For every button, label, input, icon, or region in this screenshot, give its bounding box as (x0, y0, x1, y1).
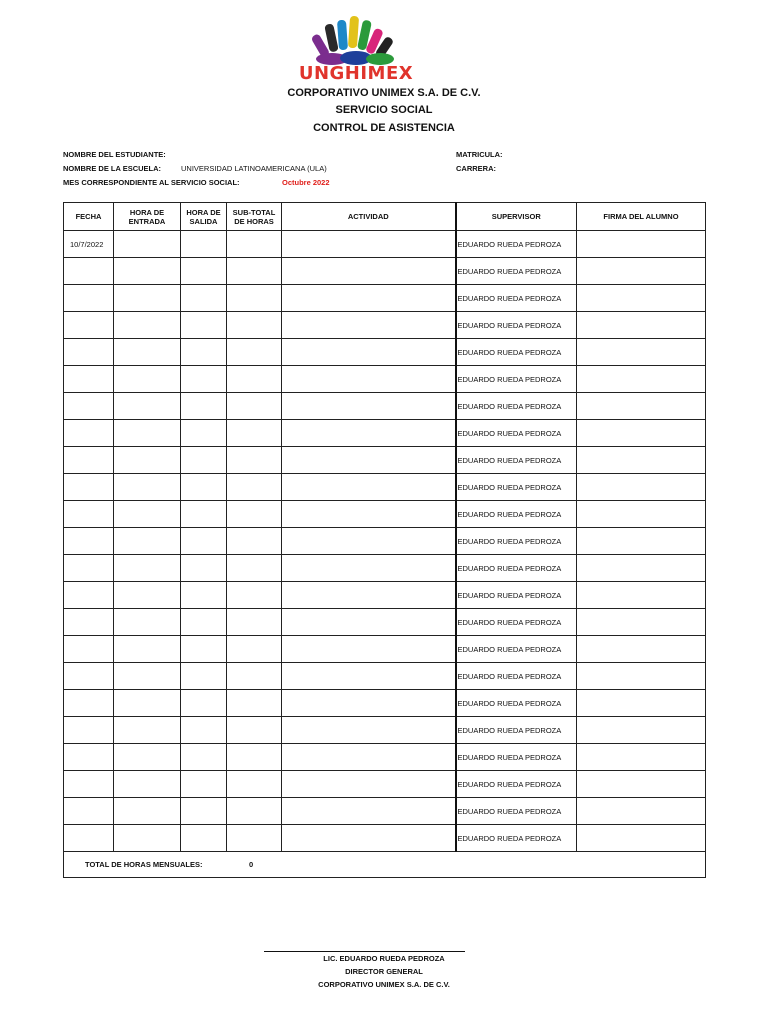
table-row (64, 636, 706, 663)
cell-supervisor[interactable]: EDUARDO RUEDA PEDROZA (456, 744, 577, 771)
cell-hora-salida[interactable] (181, 420, 227, 447)
cell-hora-entrada[interactable] (114, 690, 181, 717)
cell-subtotal[interactable] (227, 474, 282, 501)
cell-hora-entrada[interactable] (114, 717, 181, 744)
cell-subtotal[interactable] (227, 609, 282, 636)
cell-firma[interactable] (577, 339, 706, 366)
form-title: CONTROL DE ASISTENCIA (313, 122, 455, 134)
cell-hora-salida[interactable] (181, 636, 227, 663)
cell-actividad[interactable] (282, 555, 456, 582)
cell-fecha[interactable] (64, 393, 114, 420)
col-header-fecha (64, 203, 114, 231)
cell-subtotal[interactable] (227, 393, 282, 420)
cell-actividad[interactable] (282, 798, 456, 825)
cell-hora-entrada[interactable] (114, 447, 181, 474)
cell-hora-salida[interactable] (181, 609, 227, 636)
cell-fecha[interactable] (64, 447, 114, 474)
cell-firma[interactable] (577, 231, 706, 258)
cell-firma[interactable] (577, 393, 706, 420)
cell-hora-salida[interactable] (181, 339, 227, 366)
cell-subtotal[interactable] (227, 582, 282, 609)
table-row (64, 231, 706, 258)
cell-subtotal[interactable] (227, 501, 282, 528)
cell-firma[interactable] (577, 582, 706, 609)
cell-supervisor[interactable]: EDUARDO RUEDA PEDROZA (456, 366, 577, 393)
logo-wordmark: UNGHIMEX (298, 63, 414, 84)
signature-line (264, 951, 465, 952)
cell-actividad[interactable] (282, 690, 456, 717)
cell-subtotal[interactable] (227, 663, 282, 690)
cell-hora-salida[interactable] (181, 447, 227, 474)
cell-firma[interactable] (577, 258, 706, 285)
cell-actividad[interactable] (282, 393, 456, 420)
col-header-subtotal (227, 203, 282, 231)
total-cell (64, 852, 706, 878)
cell-subtotal[interactable] (227, 825, 282, 852)
cell-hora-salida[interactable] (181, 717, 227, 744)
cell-fecha[interactable] (64, 744, 114, 771)
cell-firma[interactable] (577, 447, 706, 474)
cell-actividad[interactable] (282, 258, 456, 285)
cell-fecha[interactable] (64, 798, 114, 825)
cell-firma[interactable] (577, 420, 706, 447)
program-title: SERVICIO SOCIAL (335, 104, 433, 116)
cell-supervisor[interactable]: EDUARDO RUEDA PEDROZA (456, 474, 577, 501)
cell-subtotal[interactable] (227, 285, 282, 312)
cell-actividad[interactable] (282, 231, 456, 258)
table-row (64, 366, 706, 393)
cell-supervisor[interactable]: EDUARDO RUEDA PEDROZA (456, 528, 577, 555)
cell-actividad[interactable] (282, 501, 456, 528)
cell-subtotal[interactable] (227, 447, 282, 474)
signer-company: CORPORATIVO UNIMEX S.A. DE C.V. (318, 980, 450, 989)
school-label: NOMBRE DE LA ESCUELA: (63, 164, 162, 173)
cell-hora-salida[interactable] (181, 258, 227, 285)
cell-supervisor[interactable]: EDUARDO RUEDA PEDROZA (456, 420, 577, 447)
cell-hora-salida[interactable] (181, 366, 227, 393)
cell-firma[interactable] (577, 366, 706, 393)
cell-supervisor[interactable]: EDUARDO RUEDA PEDROZA (456, 339, 577, 366)
table-row (64, 582, 706, 609)
cell-fecha[interactable]: 10/7/2022 (64, 231, 114, 258)
cell-firma[interactable] (577, 744, 706, 771)
cell-fecha[interactable] (64, 501, 114, 528)
table-row (64, 825, 706, 852)
table-row (64, 528, 706, 555)
cell-hora-entrada[interactable] (114, 582, 181, 609)
cell-hora-salida[interactable] (181, 690, 227, 717)
cell-firma[interactable] (577, 501, 706, 528)
cell-hora-entrada[interactable] (114, 393, 181, 420)
cell-subtotal[interactable] (227, 744, 282, 771)
cell-firma[interactable] (577, 663, 706, 690)
cell-firma[interactable] (577, 555, 706, 582)
cell-fecha[interactable] (64, 555, 114, 582)
school-value: UNIVERSIDAD LATINOAMERICANA (ULA) (181, 164, 327, 173)
cell-supervisor[interactable]: EDUARDO RUEDA PEDROZA (456, 231, 577, 258)
cell-firma[interactable] (577, 825, 706, 852)
cell-fecha[interactable] (64, 636, 114, 663)
cell-hora-entrada[interactable] (114, 609, 181, 636)
cell-fecha[interactable] (64, 690, 114, 717)
table-row (64, 312, 706, 339)
cell-subtotal[interactable] (227, 771, 282, 798)
col-header-fecha-text: FECHA (75, 212, 102, 221)
cell-subtotal[interactable] (227, 258, 282, 285)
cell-supervisor[interactable]: EDUARDO RUEDA PEDROZA (456, 285, 577, 312)
cell-actividad[interactable] (282, 582, 456, 609)
cell-fecha[interactable] (64, 366, 114, 393)
col-header-hora-entrada (114, 203, 181, 231)
cell-fecha[interactable] (64, 825, 114, 852)
cell-fecha[interactable] (64, 339, 114, 366)
student-label: NOMBRE DEL ESTUDIANTE: (63, 150, 166, 159)
cell-firma[interactable] (577, 798, 706, 825)
cell-hora-salida[interactable] (181, 663, 227, 690)
cell-supervisor[interactable]: EDUARDO RUEDA PEDROZA (456, 609, 577, 636)
col-header-supervisor (456, 203, 577, 231)
attendance-table (63, 202, 706, 878)
cell-hora-salida[interactable] (181, 285, 227, 312)
table-row (64, 744, 706, 771)
cell-subtotal[interactable] (227, 555, 282, 582)
col-header-firma-text: FIRMA DEL ALUMNO (603, 212, 679, 221)
cell-hora-salida[interactable] (181, 744, 227, 771)
cell-subtotal[interactable] (227, 798, 282, 825)
total-value: 0 (249, 860, 254, 869)
month-value (282, 178, 330, 187)
cell-subtotal[interactable] (227, 339, 282, 366)
cell-fecha[interactable] (64, 420, 114, 447)
cell-hora-entrada[interactable] (114, 474, 181, 501)
cell-actividad[interactable] (282, 744, 456, 771)
table-row (64, 717, 706, 744)
month-label: MES CORRESPONDIENTE AL SERVICIO SOCIAL: (63, 178, 240, 187)
cell-supervisor[interactable]: EDUARDO RUEDA PEDROZA (456, 501, 577, 528)
table-row (64, 663, 706, 690)
cell-firma[interactable] (577, 312, 706, 339)
carrera-label: CARRERA: (456, 164, 496, 173)
table-row (64, 285, 706, 312)
cell-actividad[interactable] (282, 636, 456, 663)
matricula-label: MATRICULA: (456, 150, 503, 159)
table-row (64, 258, 706, 285)
cell-subtotal[interactable] (227, 690, 282, 717)
col-header-supervisor-text: SUPERVISOR (491, 212, 541, 221)
cell-hora-salida[interactable] (181, 798, 227, 825)
cell-firma[interactable] (577, 285, 706, 312)
cell-fecha[interactable] (64, 312, 114, 339)
cell-fecha[interactable] (64, 528, 114, 555)
table-row (64, 609, 706, 636)
cell-firma[interactable] (577, 636, 706, 663)
cell-supervisor[interactable]: EDUARDO RUEDA PEDROZA (456, 258, 577, 285)
cell-subtotal[interactable] (227, 636, 282, 663)
cell-fecha[interactable] (64, 285, 114, 312)
cell-supervisor[interactable]: EDUARDO RUEDA PEDROZA (456, 717, 577, 744)
cell-subtotal[interactable] (227, 420, 282, 447)
cell-fecha[interactable] (64, 582, 114, 609)
col-header-subtotal-text: SUB-TOTAL DE HORAS (232, 207, 276, 226)
col-header-firma (577, 203, 706, 231)
cell-hora-salida[interactable] (181, 474, 227, 501)
cell-fecha[interactable] (64, 771, 114, 798)
total-row (64, 852, 706, 878)
table-row (64, 690, 706, 717)
cell-firma[interactable] (577, 717, 706, 744)
cell-actividad[interactable] (282, 366, 456, 393)
cell-fecha[interactable] (64, 258, 114, 285)
table-header-row (64, 203, 706, 231)
cell-hora-entrada[interactable] (114, 258, 181, 285)
table-row (64, 393, 706, 420)
table-row (64, 555, 706, 582)
cell-actividad[interactable] (282, 312, 456, 339)
cell-hora-entrada[interactable] (114, 501, 181, 528)
cell-firma[interactable] (577, 771, 706, 798)
cell-hora-salida[interactable] (181, 312, 227, 339)
cell-hora-salida[interactable] (181, 555, 227, 582)
table-row (64, 798, 706, 825)
cell-actividad[interactable] (282, 717, 456, 744)
month-value-text: Octubre 2022 (282, 178, 330, 187)
cell-hora-entrada[interactable] (114, 312, 181, 339)
cell-actividad[interactable] (282, 474, 456, 501)
cell-hora-entrada[interactable] (114, 825, 181, 852)
cell-supervisor[interactable]: EDUARDO RUEDA PEDROZA (456, 798, 577, 825)
cell-hora-salida[interactable] (181, 393, 227, 420)
cell-hora-entrada[interactable] (114, 285, 181, 312)
cell-subtotal[interactable] (227, 528, 282, 555)
cell-fecha[interactable] (64, 609, 114, 636)
cell-hora-entrada[interactable] (114, 636, 181, 663)
cell-supervisor[interactable]: EDUARDO RUEDA PEDROZA (456, 825, 577, 852)
cell-hora-entrada[interactable] (114, 663, 181, 690)
col-header-hora-entrada-text: HORA DE ENTRADA (128, 207, 166, 226)
cell-actividad[interactable] (282, 609, 456, 636)
cell-hora-entrada[interactable] (114, 231, 181, 258)
cell-supervisor[interactable]: EDUARDO RUEDA PEDROZA (456, 663, 577, 690)
cell-hora-entrada[interactable] (114, 528, 181, 555)
signer-role: DIRECTOR GENERAL (345, 967, 423, 976)
cell-hora-salida[interactable] (181, 501, 227, 528)
table-row (64, 474, 706, 501)
painted-hands-icon (310, 14, 402, 66)
cell-subtotal[interactable] (227, 312, 282, 339)
cell-supervisor[interactable]: EDUARDO RUEDA PEDROZA (456, 582, 577, 609)
cell-fecha[interactable] (64, 663, 114, 690)
cell-hora-salida[interactable] (181, 528, 227, 555)
cell-hora-entrada[interactable] (114, 366, 181, 393)
cell-firma[interactable] (577, 609, 706, 636)
cell-actividad[interactable] (282, 420, 456, 447)
cell-subtotal[interactable] (227, 717, 282, 744)
signer-name: LIC. EDUARDO RUEDA PEDROZA (323, 954, 445, 963)
table-row (64, 447, 706, 474)
cell-hora-entrada[interactable] (114, 339, 181, 366)
cell-actividad[interactable] (282, 339, 456, 366)
cell-supervisor[interactable]: EDUARDO RUEDA PEDROZA (456, 393, 577, 420)
cell-hora-entrada[interactable] (114, 555, 181, 582)
cell-hora-salida[interactable] (181, 231, 227, 258)
cell-hora-salida[interactable] (181, 825, 227, 852)
cell-supervisor[interactable]: EDUARDO RUEDA PEDROZA (456, 447, 577, 474)
cell-subtotal[interactable] (227, 366, 282, 393)
cell-hora-salida[interactable] (181, 771, 227, 798)
col-header-actividad-text: ACTIVIDAD (347, 212, 389, 221)
col-header-actividad (282, 203, 456, 231)
cell-supervisor[interactable]: EDUARDO RUEDA PEDROZA (456, 690, 577, 717)
col-header-hora-salida-text: HORA DE SALIDA (186, 207, 221, 226)
cell-firma[interactable] (577, 690, 706, 717)
cell-hora-entrada[interactable] (114, 798, 181, 825)
company-title: CORPORATIVO UNIMEX S.A. DE C.V. (287, 87, 481, 99)
cell-fecha[interactable] (64, 474, 114, 501)
col-header-hora-salida (181, 203, 227, 231)
cell-actividad[interactable] (282, 663, 456, 690)
cell-supervisor[interactable]: EDUARDO RUEDA PEDROZA (456, 555, 577, 582)
cell-supervisor[interactable]: EDUARDO RUEDA PEDROZA (456, 636, 577, 663)
cell-actividad[interactable] (282, 447, 456, 474)
cell-hora-salida[interactable] (181, 582, 227, 609)
table-row (64, 420, 706, 447)
cell-actividad[interactable] (282, 771, 456, 798)
cell-hora-entrada[interactable] (114, 744, 181, 771)
cell-subtotal[interactable] (227, 231, 282, 258)
cell-hora-entrada[interactable] (114, 771, 181, 798)
cell-firma[interactable] (577, 474, 706, 501)
cell-firma[interactable] (577, 528, 706, 555)
cell-hora-entrada[interactable] (114, 420, 181, 447)
cell-actividad[interactable] (282, 528, 456, 555)
cell-supervisor[interactable]: EDUARDO RUEDA PEDROZA (456, 312, 577, 339)
table-row (64, 339, 706, 366)
cell-actividad[interactable] (282, 825, 456, 852)
cell-fecha[interactable] (64, 717, 114, 744)
total-label: TOTAL DE HORAS MENSUALES: (85, 860, 203, 869)
table-row (64, 501, 706, 528)
table-row (64, 771, 706, 798)
cell-actividad[interactable] (282, 285, 456, 312)
company-logo (290, 14, 422, 84)
cell-supervisor[interactable]: EDUARDO RUEDA PEDROZA (456, 771, 577, 798)
